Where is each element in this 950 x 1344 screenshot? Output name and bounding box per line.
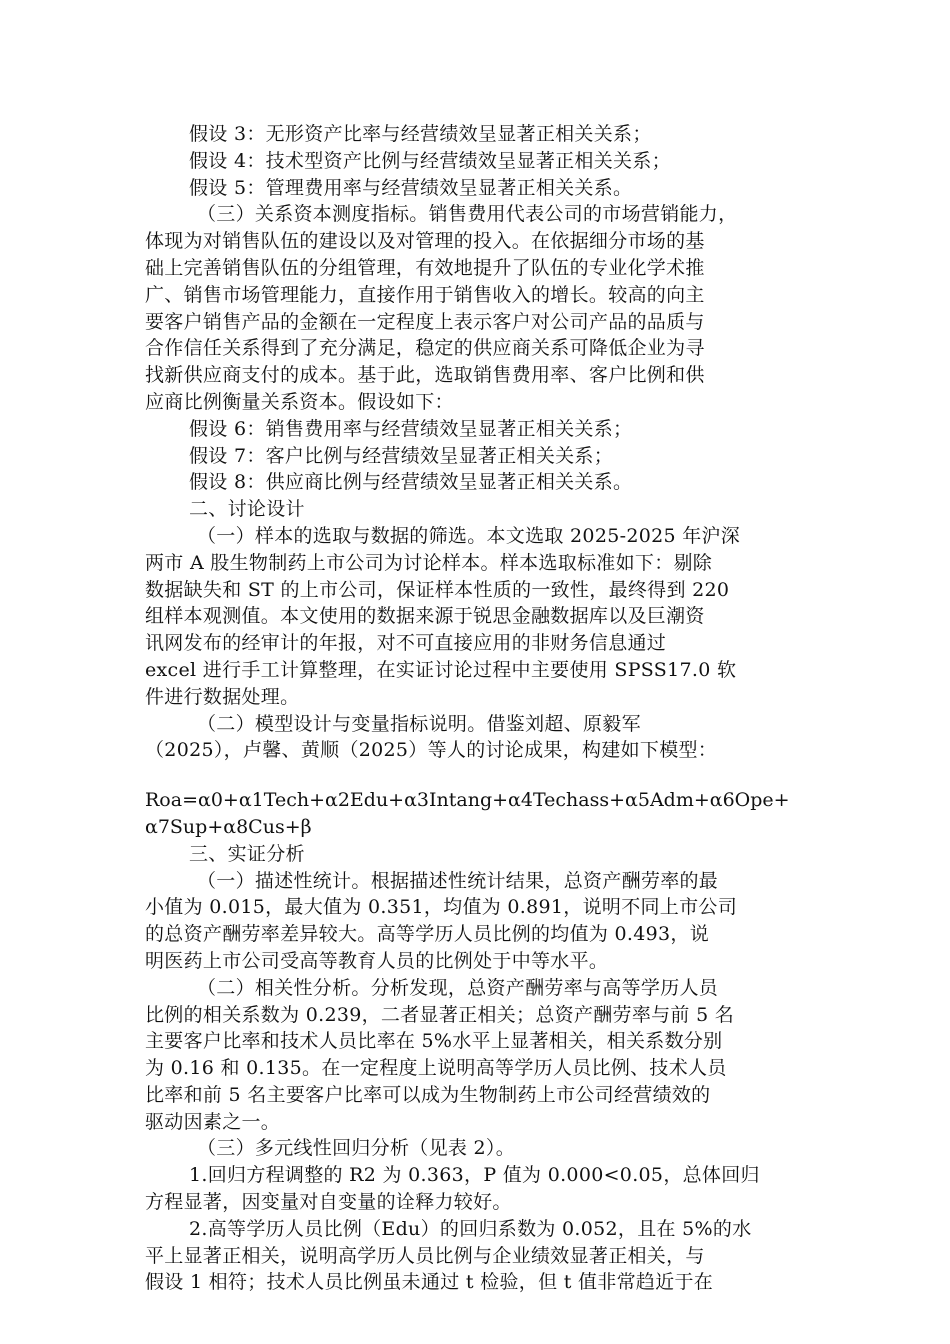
text-line: 明医药上市公司受高等教育人员的比例处于中等水平。 xyxy=(145,949,609,972)
text-line: 1.回归方程调整的 R2 为 0.363，P 值为 0.000<0.05，总体回归 xyxy=(189,1164,760,1187)
text-line: 的总资产酬劳率差异较大。高等学历人员比例的均值为 0.493，说 xyxy=(145,923,710,946)
text-line: 平上显著正相关，说明高学历人员比例与企业绩效显著正相关，与 xyxy=(145,1244,705,1267)
text-line: （三）关系资本测度指标。销售费用代表公司的市场营销能力， xyxy=(197,203,738,226)
text-line: 础上完善销售队伍的分组管理，有效地提升了队伍的专业化学术推 xyxy=(145,256,705,279)
text-line: （二）相关性分析。分析发现，总资产酬劳率与高等学历人员 xyxy=(197,976,719,999)
text-line: 二、讨论设计 xyxy=(189,498,305,521)
text-line: 两市 A 股生物制药上市公司为讨论样本。样本选取标准如下：剔除 xyxy=(145,551,713,574)
text-line: 三、实证分析 xyxy=(189,842,305,865)
document-body xyxy=(145,121,805,1296)
blank-line xyxy=(145,764,805,787)
text-line: （2025），卢馨、黄顺（2025）等人的讨论成果，构建如下模型： xyxy=(145,739,718,762)
text-line: 广、销售市场管理能力，直接作用于销售收入的增长。较高的向主 xyxy=(145,283,705,306)
text-line: 比率和前 5 名主要客户比率可以成为生物制药上市公司经营绩效的 xyxy=(145,1083,711,1106)
text-line: 比例的相关系数为 0.239，二者显著正相关；总资产酬劳率与前 5 名 xyxy=(145,1003,735,1026)
text-line: 假设 7：客户比例与经营绩效呈显著正相关关系； xyxy=(189,444,614,467)
text-line: 找新供应商支付的成本。基于此，选取销售费用率、客户比例和供 xyxy=(145,364,705,387)
text-line: 讯网发布的经审计的年报，对不可直接应用的非财务信息通过 xyxy=(145,632,667,655)
text-line: 小值为 0.015，最大值为 0.351，均值为 0.891，说明不同上市公司 xyxy=(145,896,737,919)
text-line: （三）多元线性回归分析（见表 2）。 xyxy=(197,1137,516,1160)
text-line: （一）描述性统计。根据描述性统计结果，总资产酬劳率的最 xyxy=(197,869,719,892)
text-line: 假设 4：技术型资产比例与经营绩效呈显著正相关关系； xyxy=(189,149,671,172)
text-line: （二）模型设计与变量指标说明。借鉴刘超、原毅军 xyxy=(197,712,641,735)
text-line: 要客户销售产品的金额在一定程度上表示客户对公司产品的品质与 xyxy=(145,310,705,333)
text-line: 假设 8：供应商比例与经营绩效呈显著正相关关系。 xyxy=(189,471,633,494)
text-line: 体现为对销售队伍的建设以及对管理的投入。在依据细分市场的基 xyxy=(145,230,705,253)
text-line: 件进行数据处理。 xyxy=(145,685,300,708)
text-line: 为 0.16 和 0.135。在一定程度上说明高等学历人员比例、技术人员 xyxy=(145,1057,727,1080)
text-line: 组样本观测值。本文使用的数据来源于锐思金融数据库以及巨潮资 xyxy=(145,605,705,628)
text-line: 假设 3：无形资产比率与经营绩效呈显著正相关关系； xyxy=(189,123,652,145)
text-line: 2.高等学历人员比例（Edu）的回归系数为 0.052，且在 5%的水 xyxy=(189,1217,752,1240)
text-line: 主要客户比率和技术人员比率在 5%水平上显著相关，相关系数分别 xyxy=(145,1030,723,1053)
formula-line: Roa=α0+α1Tech+α2Edu+α3Intang+α4Techass+α5Adm+α6Ope+ xyxy=(145,789,790,812)
text-line: excel 进行手工计算整理，在实证讨论过程中主要使用 SPSS17.0 软 xyxy=(145,658,737,681)
text-line: 假设 5：管理费用率与经营绩效呈显著正相关关系。 xyxy=(189,176,633,199)
text-line: （一）样本的选取与数据的筛选。本文选取 2025-2025 年沪深 xyxy=(197,524,741,547)
text-line: 应商比例衡量关系资本。假设如下： xyxy=(145,390,454,413)
text-line: 假设 6：销售费用率与经营绩效呈显著正相关关系； xyxy=(189,417,633,440)
text-line: 假设 1 相符；技术人员比例虽未通过 t 检验，但 t 值非常趋近于在 xyxy=(145,1271,714,1294)
text-line: 方程显著，因变量对自变量的诠释力较好。 xyxy=(145,1191,512,1214)
formula-line: α7Sup+α8Cus+β xyxy=(145,815,312,838)
text-line: 数据缺失和 ST 的上市公司，保证样本性质的一致性，最终得到 220 xyxy=(145,578,730,601)
text-line: 合作信任关系得到了充分满足，稳定的供应商关系可降低企业为寻 xyxy=(145,337,705,360)
text-line: 驱动因素之一。 xyxy=(145,1110,281,1133)
